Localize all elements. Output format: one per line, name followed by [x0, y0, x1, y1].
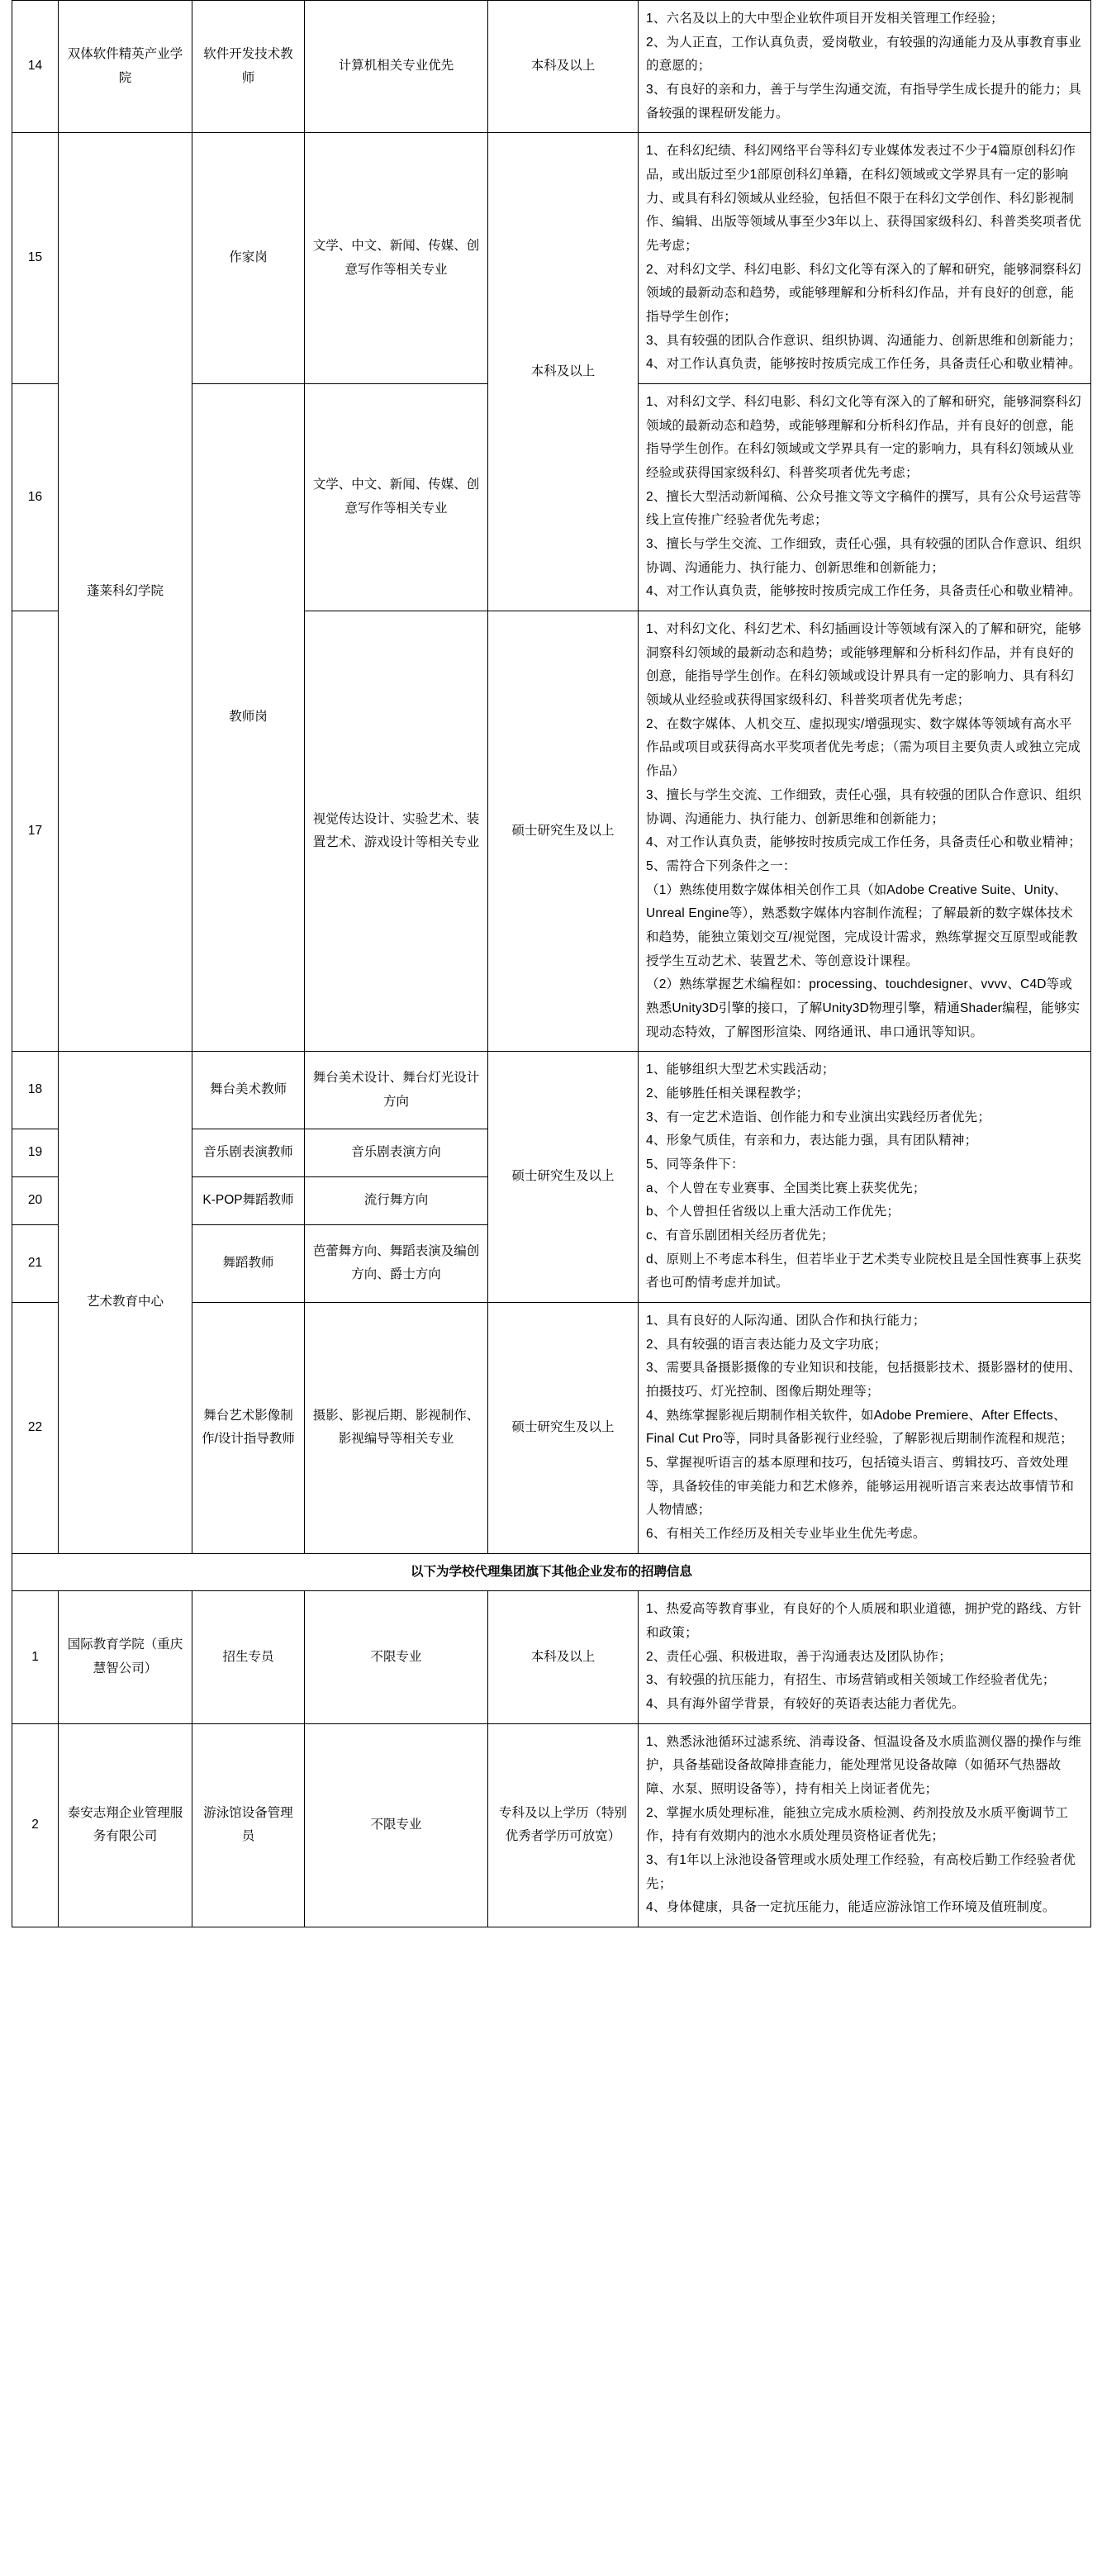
requirement-line: 1、对科幻文学、科幻电影、科幻文化等有深入的了解和研究，能够洞察科幻领域的最新动态和趋势，或能够理解和分析科幻作品，并有良好的创意，能指导学生创作。在科幻领域或文学界具有一定的影响力，具有科幻领域从业经验或获得国家级科幻、科普奖项者优先考虑；: [646, 395, 1081, 481]
row-edu: 硕士研究生及以上: [488, 1052, 639, 1303]
requirement-line: 2、能够胜任相关课程教学；: [646, 1086, 810, 1100]
requirement-line: b、个人曾担任省级以上重大活动工作优先；: [646, 1205, 900, 1219]
row-requirements: [639, 611, 1091, 1052]
requirement-line: 2、擅长大型活动新闻稿、公众号推文等文字稿件的撰写，具有公众号运营等线上宣传推广经验者优先考虑；: [646, 489, 1081, 528]
requirement-line: 2、为人正直，工作认真负责，爱岗敬业，有较强的沟通能力及从事教育事业的意愿的；: [646, 35, 1081, 74]
requirement-line: 3、擅长与学生交流、工作细致，责任心强，具有较强的团队合作意识、组织协调、沟通能力、执行能力、创新思维和创新能力；: [646, 537, 1081, 575]
row-post: K-POP舞蹈教师: [192, 1177, 305, 1225]
row-post: 教师岗: [192, 384, 305, 1052]
row-major: 视觉传达设计、实验艺术、装置艺术、游戏设计等相关专业: [305, 611, 488, 1052]
row-no: 15: [12, 133, 59, 384]
requirement-line: 2、具有较强的语言表达能力及文字功底；: [646, 1337, 887, 1352]
section-banner-text: 以下为学校代理集团旗下其他企业发布的招聘信息: [12, 1553, 1091, 1591]
row-edu: 专科及以上学历（特别优秀者学历可放宽）: [488, 1723, 639, 1927]
row-post: 舞蹈教师: [192, 1224, 305, 1302]
requirement-line: 1、在科幻纪绩、科幻网络平台等科幻专业媒体发表过不少于4篇原创科幻作品，或出版过至少1部原创科幻单籍，在科幻领域或文学界具有一定的影响力、或具有科幻领域从业经验，包括但不限于在科幻文学创作、科幻影视制作、编辑、出版等领域从事至少3年以上、获得国家级科幻、科普类奖项者优先考虑；: [646, 144, 1081, 254]
requirement-line: （2）熟练掌握艺术编程如：processing、touchdesigner、vvvv、C4D等或熟悉Unity3D引擎的接口，了解Unity3D物理引擎，精通Shader编程，能够实现动态特效，了解图形渲染、网络通讯、串口通讯等知识。: [646, 977, 1081, 1039]
requirement-line: d、原则上不考虑本科生，但若毕业于艺术类专业院校且是全国性赛事上获奖者也可酌情考虑并加试。: [646, 1252, 1081, 1290]
row-no: 19: [12, 1129, 59, 1177]
row-major: 芭蕾舞方向、舞蹈表演及编创方向、爵士方向: [305, 1224, 488, 1302]
row-post: 游泳馆设备管理员: [192, 1723, 305, 1927]
row-unit: 泰安志翔企业管理服务有限公司: [59, 1723, 192, 1927]
requirement-line: 1、对科幻文化、科幻艺术、科幻插画设计等领域有深入的了解和研究，能够洞察科幻领域的最新动态和趋势；或能够理解和分析科幻作品，并有良好的创意，能指导学生创作。在科幻领域或设计界具有一定的影响力、具有科幻领域从业经验或获得国家级科幻、科普奖项者优先考虑；: [646, 622, 1081, 708]
requirement-line: 2、对科幻文学、科幻电影、科幻文化等有深入的了解和研究，能够洞察科幻领域的最新动态和趋势，或能够理解和分析科幻作品，并有良好的创意，能指导学生创作；: [646, 262, 1081, 325]
requirement-line: 2、责任心强、积极进取，善于沟通表达及团队协作；: [646, 1649, 952, 1664]
row-requirements: [639, 1591, 1091, 1723]
row-requirements: [639, 133, 1091, 384]
requirement-line: 3、有良好的亲和力，善于与学生沟通交流，有指导学生成长提升的能力；具备较强的课程研发能力。: [646, 83, 1081, 121]
row-major: 文学、中文、新闻、传媒、创意写作等相关专业: [305, 384, 488, 611]
requirement-line: 5、同等条件下：: [646, 1157, 744, 1172]
row-requirements: [639, 1, 1091, 133]
row-unit: 蓬莱科幻学院: [59, 133, 192, 1052]
row-major: 音乐剧表演方向: [305, 1129, 488, 1177]
requirement-line: 1、六名及以上的大中型企业软件项目开发相关管理工作经验；: [646, 12, 1004, 26]
row-major: 流行舞方向: [305, 1177, 488, 1225]
requirement-line: 3、有1年以上泳池设备管理或水质处理工作经验，有高校后勤工作经验者优先；: [646, 1853, 1076, 1891]
row-requirements: [639, 1052, 1091, 1303]
requirement-line: （1）熟练使用数字媒体相关创作工具（如Adobe Creative Suite、Unity、Unreal Engine等），熟悉数字媒体内容制作流程；了解最新的数字媒体技术和趋势，能独立策划交互/视觉图，完成设计需求，熟练掌握交互原型或能教授学生互动艺术、装置艺术、等创意设计课程。: [646, 882, 1078, 968]
row-post: 音乐剧表演教师: [192, 1129, 305, 1177]
row-post: 舞台艺术影像制作/设计指导教师: [192, 1302, 305, 1553]
table-row: [12, 1591, 1091, 1723]
row-no: 16: [12, 384, 59, 611]
requirement-line: 1、能够组织大型艺术实践活动；: [646, 1062, 835, 1077]
requirement-line: 5、掌握视听语言的基本原理和技巧，包括镜头语言、剪辑技巧、音效处理等，具备较佳的审美能力和艺术修养，能够运用视听语言来表达故事情节和人物情感；: [646, 1455, 1075, 1518]
table-row: [12, 1052, 1091, 1129]
requirement-line: 4、对工作认真负责，能够按时按质完成工作任务，具备责任心和敬业精神。: [646, 357, 1081, 372]
requirement-line: 4、身体健康，具备一定抗压能力，能适应游泳馆工作环境及值班制度。: [646, 1900, 1056, 1915]
row-edu: 本科及以上: [488, 1591, 639, 1723]
requirement-line: 5、需符合下列条件之一：: [646, 858, 796, 873]
row-requirements: [639, 384, 1091, 611]
row-no: 17: [12, 611, 59, 1052]
requirement-line: a、个人曾在专业赛事、全国类比赛上获奖优先；: [646, 1181, 926, 1195]
requirement-line: 4、具有海外留学背景，有较好的英语表达能力者优先。: [646, 1697, 965, 1712]
requirement-line: 3、擅长与学生交流、工作细致，责任心强，具有较强的团队合作意识、组织协调、沟通能力、执行能力、创新思维和创新能力；: [646, 787, 1081, 826]
row-post: 招生专员: [192, 1591, 305, 1723]
row-post: 舞台美术教师: [192, 1052, 305, 1129]
job-table-part1: [12, 0, 1091, 1927]
requirement-line: 4、形象气质佳，有亲和力，表达能力强，具有团队精神；: [646, 1134, 978, 1148]
row-post: 软件开发技术教师: [192, 1, 305, 133]
requirement-line: 3、具有较强的团队合作意识、组织协调、沟通能力、创新思维和创新能力；: [646, 333, 1081, 348]
row-major: 舞台美术设计、舞台灯光设计方向: [305, 1052, 488, 1129]
requirement-line: 1、熟悉泳池循环过滤系统、消毒设备、恒温设备及水质监测仪器的操作与维护，具备基础设备故障排查能力，能处理常见设备故障（如循环气热器故障、水泵、照明设备等），持有相关上岗证者优先；: [646, 1734, 1081, 1797]
row-post: 作家岗: [192, 133, 305, 384]
table-row: [12, 1723, 1091, 1927]
row-edu: 硕士研究生及以上: [488, 1302, 639, 1553]
row-unit: 艺术教育中心: [59, 1052, 192, 1553]
requirement-line: 1、具有良好的人际沟通、团队合作和执行能力；: [646, 1313, 926, 1328]
row-no: 20: [12, 1177, 59, 1225]
row-edu: 本科及以上: [488, 1, 639, 133]
row-requirements: [639, 1723, 1091, 1927]
row-no: 2: [12, 1723, 59, 1927]
requirement-line: 4、对工作认真负责，能够按时按质完成工作任务，具备责任心和敬业精神。: [646, 584, 1081, 599]
row-no: 1: [12, 1591, 59, 1723]
requirement-line: 4、对工作认真负责，能够按时按质完成工作任务，具备责任心和敬业精神；: [646, 835, 1081, 850]
row-no: 21: [12, 1224, 59, 1302]
row-edu: 本科及以上: [488, 133, 639, 611]
requirement-line: 3、有一定艺术造诣、创作能力和专业演出实践经历者优先；: [646, 1110, 991, 1124]
row-unit: 国际教育学院（重庆慧智公司）: [59, 1591, 192, 1723]
requirement-line: 2、在数字媒体、人机交互、虚拟现实/增强现实、数字媒体等领域有高水平作品或项目或获得高水平奖项者优先考虑；（需为项目主要负责人或独立完成作品）: [646, 716, 1081, 779]
requirement-line: c、有音乐剧团相关经历者优先；: [646, 1228, 834, 1243]
row-no: 14: [12, 1, 59, 133]
requirement-line: 4、熟练掌握影视后期制作相关软件，如Adobe Premiere、After Effects、Final Cut Pro等，同时具备影视行业经验，了解影视后期制作流程和规范；: [646, 1408, 1073, 1447]
row-no: 22: [12, 1302, 59, 1553]
row-major: 不限专业: [305, 1723, 488, 1927]
requirement-line: 3、有较强的抗压能力，有招生、市场营销或相关领域工作经验者优先；: [646, 1673, 1056, 1688]
section-banner-row: [12, 1553, 1091, 1591]
row-major: 计算机相关专业优先: [305, 1, 488, 133]
row-edu: 硕士研究生及以上: [488, 611, 639, 1052]
row-major: 不限专业: [305, 1591, 488, 1723]
requirement-line: 6、有相关工作经历及相关专业毕业生优先考虑。: [646, 1526, 926, 1541]
row-major: 文学、中文、新闻、传媒、创意写作等相关专业: [305, 133, 488, 384]
requirement-line: 3、需要具备摄影摄像的专业知识和技能，包括摄影技术、摄影器材的使用、拍摄技巧、灯光控制、图像后期处理等；: [646, 1361, 1081, 1399]
requirement-line: 2、掌握水质处理标准，能独立完成水质检测、药剂投放及水质平衡调节工作，持有有效期内的池水水质处理员资格证者优先；: [646, 1805, 1069, 1844]
row-unit: 双体软件精英产业学院: [59, 1, 192, 133]
table-row: [12, 133, 1091, 384]
row-major: 摄影、影视后期、影视制作、影视编导等相关专业: [305, 1302, 488, 1553]
row-no: 18: [12, 1052, 59, 1129]
row-requirements: [639, 1302, 1091, 1553]
requirement-line: 1、热爱高等教育事业，有良好的个人质展和职业道德，拥护党的路线、方针和政策；: [646, 1602, 1081, 1640]
table-row: [12, 1, 1091, 133]
